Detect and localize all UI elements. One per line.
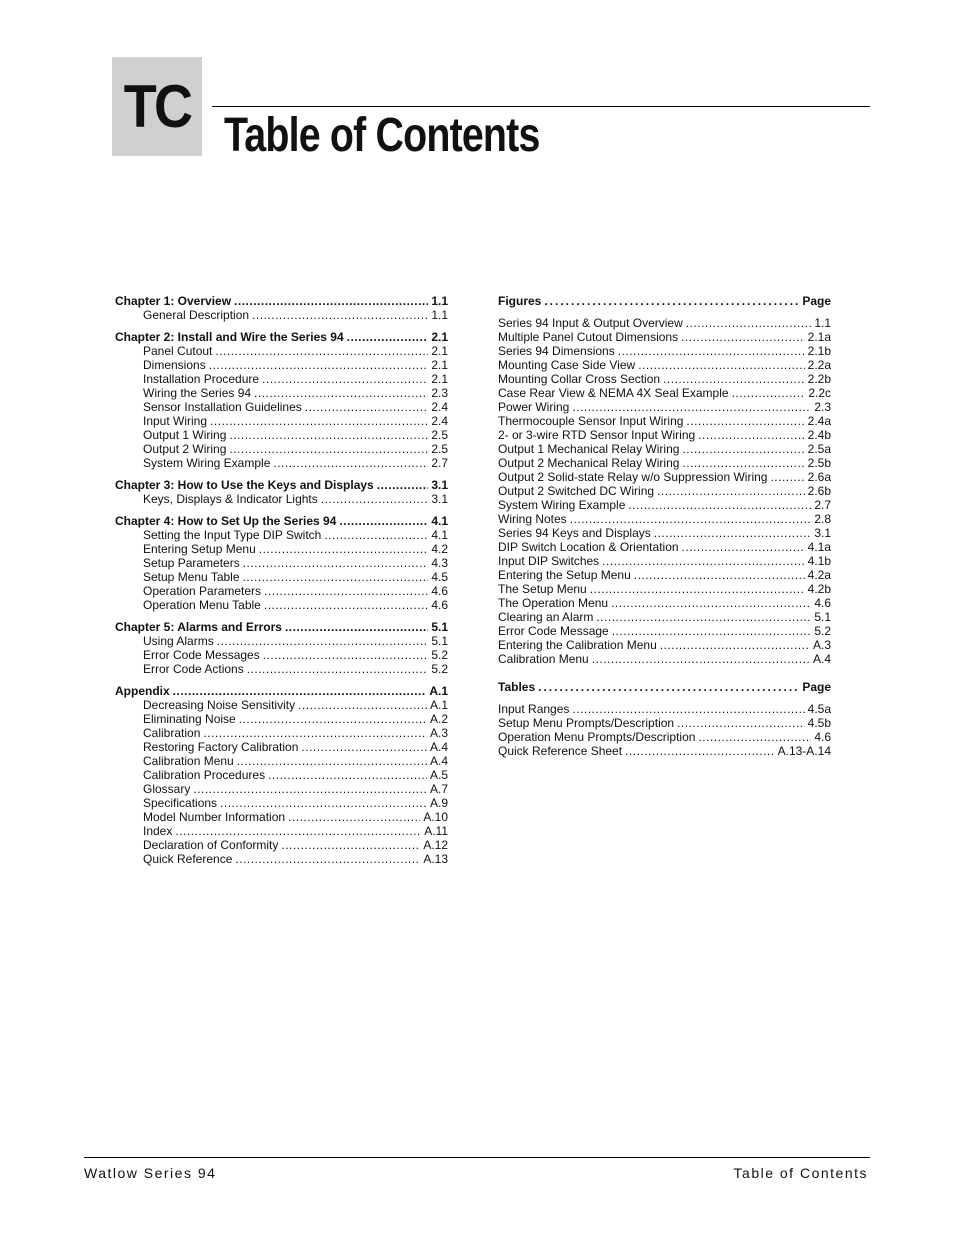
tables-page-heading: Page [802,680,831,694]
figure-entry-row[interactable] [498,484,831,498]
toc-entry-label: Output 2 Mechanical Relay Wiring [498,456,680,470]
toc-entry-page: A.7 [429,782,448,796]
leader-dots [264,584,428,598]
toc-entry-label: Case Rear View & NEMA 4X Seal Example [498,386,729,400]
toc-entry-page: 4.5 [431,570,448,584]
figure-entry-row[interactable] [498,442,831,456]
toc-entry-label: Entering Setup Menu [143,542,256,556]
toc-entry-label: Error Code Message [498,624,609,638]
toc-entry-page: 4.1a [807,540,831,554]
toc-entry-label: Input Ranges [498,702,570,716]
toc-entry-label: Calibration Procedures [143,768,266,782]
leader-dots [590,582,805,596]
toc-entry-page: 4.6 [431,584,448,598]
toc-entry-label: Setup Menu Prompts/Description [498,716,675,730]
toc-entry-row[interactable] [115,308,448,322]
figure-entry-row[interactable] [498,568,831,582]
toc-entry-page: 5.2 [431,648,448,662]
toc-entry-row[interactable] [115,712,448,726]
leader-dots [193,782,427,796]
toc-entry-label: Operation Menu Table [143,598,261,612]
toc-entry-label: Error Code Messages [143,648,260,662]
toc-entry-row[interactable] [115,358,448,372]
leader-dots [618,344,805,358]
toc-entry-page: 2.2a [807,358,831,372]
toc-entry-label: Keys, Displays & Indicator Lights [143,492,318,506]
leader-dots [229,428,428,442]
toc-entry-row[interactable] [115,556,448,570]
toc-entry-label: System Wiring Example [143,456,271,470]
toc-entry-row[interactable] [115,662,448,676]
leader-dots [596,610,811,624]
toc-entry-page: 2.5 [431,442,448,456]
toc-entry-label: The Operation Menu [498,596,609,610]
toc-entry-row[interactable] [115,648,448,662]
leader-dots [634,568,805,582]
toc-entry-row[interactable] [115,456,448,470]
toc-entry-label: Output 2 Wiring [143,442,227,456]
chapter-heading-row[interactable] [115,330,448,344]
toc-entry-row[interactable] [115,386,448,400]
toc-entry-row[interactable] [115,796,448,810]
toc-entry-page: 1.1 [431,294,448,308]
leader-dots [173,684,427,698]
toc-entry-row[interactable] [115,838,448,852]
toc-entry-page: 2.4a [807,414,831,428]
leader-dots [301,740,427,754]
toc-entry-page: 4.5b [807,716,831,730]
leader-dots [572,400,811,414]
toc-entry-label: Operation Menu Prompts/Description [498,730,696,744]
toc-entry-label: Input Wiring [143,414,208,428]
footer-left: Watlow Series 94 [84,1165,217,1181]
leader-dots [217,634,429,648]
chapter-heading-row[interactable] [115,294,448,308]
leader-dots [347,330,429,344]
figures-page-heading: Page [802,294,831,308]
leader-dots [247,662,429,676]
toc-entry-row[interactable] [115,428,448,442]
leader-dots [220,796,427,810]
toc-entry-page: A.1 [429,698,448,712]
toc-entry-page: 4.5a [807,702,831,716]
toc-entry-page: 2.8 [814,512,831,526]
toc-entry-page: A.3 [429,726,448,740]
figure-entry-row[interactable] [498,554,831,568]
leader-dots [263,648,429,662]
leader-dots [288,810,420,824]
toc-entry-label: Calibration [143,726,201,740]
toc-entry-label: Clearing an Alarm [498,610,594,624]
toc-entry-row[interactable] [115,634,448,648]
chapter-group [115,620,448,676]
toc-entry-row[interactable] [115,768,448,782]
toc-entry-label: DIP Switch Location & Orientation [498,540,679,554]
toc-entry-label: Decreasing Noise Sensitivity [143,698,296,712]
toc-entry-label: Series 94 Dimensions [498,344,615,358]
tc-badge [112,57,202,156]
toc-entry-label: Wiring Notes [498,512,567,526]
leader-dots [262,372,428,386]
toc-entry-label: Chapter 1: Overview [115,294,232,308]
figure-entry-row[interactable] [498,414,831,428]
leader-dots [243,556,429,570]
chapter-heading-row[interactable] [115,478,448,492]
figure-entry-row[interactable] [498,344,831,358]
toc-entry-label: Series 94 Input & Output Overview [498,316,683,330]
leader-dots [252,308,428,322]
toc-entry-page: A.4 [429,754,448,768]
leader-dots [254,386,428,400]
leader-dots [682,456,804,470]
toc-entry-row[interactable] [115,598,448,612]
leader-dots [377,478,429,492]
toc-entry-row[interactable] [115,414,448,428]
leader-dots [660,638,810,652]
leader-dots [237,754,427,768]
toc-entry-label: Chapter 5: Alarms and Errors [115,620,282,634]
figure-entry-row[interactable] [498,316,831,330]
leader-dots [259,542,429,556]
toc-entry-page: 4.6 [814,596,831,610]
figures-heading-row [498,294,831,308]
toc-entry-page: 4.1 [431,514,448,528]
toc-entry-page: 4.2a [807,568,831,582]
leader-dots [210,414,428,428]
leader-dots [339,514,428,528]
toc-entry-label: Entering the Calibration Menu [498,638,657,652]
leader-dots [235,852,420,866]
toc-entry-page: 5.1 [814,610,831,624]
toc-entry-label: Operation Parameters [143,584,262,598]
toc-entry-row[interactable] [115,492,448,506]
toc-entry-label: General Description [143,308,250,322]
figure-entry-row[interactable] [498,624,831,638]
header-rule [212,106,870,107]
toc-entry-page: 4.1 [431,528,448,542]
leader-dots [677,716,805,730]
toc-entry-label: Setup Menu Table [143,570,240,584]
leader-dots [770,470,804,484]
chapter-heading-row[interactable] [115,514,448,528]
leader-dots [264,598,428,612]
toc-entry-page: 4.1b [807,554,831,568]
leader-dots [243,570,429,584]
toc-entry-row[interactable] [115,782,448,796]
toc-entry-row[interactable] [115,542,448,556]
toc-entry-label: Dimensions [143,358,206,372]
tables-heading-row [498,680,831,694]
leader-dots [175,824,421,838]
leader-dots [654,526,812,540]
toc-entry-row[interactable] [115,852,448,866]
leader-dots [663,372,805,386]
toc-entry-label: Eliminating Noise [143,712,236,726]
toc-entry-page: 4.3 [431,556,448,570]
leader-dots [698,730,811,744]
toc-entry-page: 2.1 [431,344,448,358]
toc-entry-row[interactable] [115,442,448,456]
toc-entry-label: 2- or 3-wire RTD Sensor Input Wiring [498,428,696,442]
leader-dots [570,512,812,526]
footer-right: Table of Contents [733,1165,868,1181]
toc-entry-row[interactable] [115,754,448,768]
toc-entry-label: Mounting Collar Cross Section [498,372,661,386]
tables-section [498,680,831,758]
toc-entry-page: A.3 [812,638,831,652]
toc-entry-page: 3.1 [431,478,448,492]
toc-entry-page: 2.6a [807,470,831,484]
toc-entry-page: 4.6 [431,598,448,612]
toc-entry-label: Error Code Actions [143,662,244,676]
figure-entry-row[interactable] [498,512,831,526]
toc-entry-page: 2.1b [807,344,831,358]
toc-entry-row[interactable] [115,584,448,598]
toc-entry-label: Output 1 Wiring [143,428,227,442]
toc-entry-row[interactable] [115,740,448,754]
toc-entry-row[interactable] [115,372,448,386]
table-entry-row[interactable] [498,702,831,716]
figure-entry-row[interactable] [498,470,831,484]
figure-entry-row[interactable] [498,428,831,442]
toc-entry-label: Calibration Menu [498,652,589,666]
leader-dots [281,838,420,852]
figure-entry-row[interactable] [498,498,831,512]
toc-entry-label: Power Wiring [498,400,570,414]
figure-entry-row[interactable] [498,400,831,414]
toc-entry-label: Appendix [115,684,170,698]
toc-entry-label: Mounting Case Side View [498,358,636,372]
figure-entry-row[interactable] [498,540,831,554]
toc-entry-page: 2.2b [807,372,831,386]
toc-entry-page: A.4 [812,652,831,666]
toc-entry-label: Chapter 2: Install and Wire the Series 94 [115,330,344,344]
toc-entry-page: 3.1 [814,526,831,540]
toc-entry-page: 2.1 [431,358,448,372]
toc-entry-label: Calibration Menu [143,754,234,768]
leader-dots [638,358,804,372]
leader-dots [285,620,428,634]
toc-entry-row[interactable] [115,726,448,740]
chapter-group [115,514,448,612]
table-entry-row[interactable] [498,744,831,758]
leader-dots [611,596,811,610]
toc-entry-page: 4.2 [431,542,448,556]
leader-dots [682,442,804,456]
figures-list [498,316,831,666]
toc-entry-page: 2.7 [814,498,831,512]
toc-entry-page: 2.5 [431,428,448,442]
toc-entry-row[interactable] [115,400,448,414]
chapter-group [115,330,448,470]
toc-entry-page: 2.1 [431,330,448,344]
toc-entry-label: Installation Procedure [143,372,260,386]
leader-dots [324,528,428,542]
leader-dots [273,456,428,470]
toc-entry-label: Setup Parameters [143,556,240,570]
toc-entry-page: 4.2b [807,582,831,596]
leader-dots [572,702,804,716]
leader-dots [209,358,429,372]
toc-entry-label: Declaration of Conformity [143,838,279,852]
chapter-group [115,294,448,322]
toc-entry-label: Output 2 Solid-state Relay w/o Suppression Wiring [498,470,768,484]
toc-entry-row[interactable] [115,344,448,358]
toc-entry-label: The Setup Menu [498,582,587,596]
toc-entry-label: Input DIP Switches [498,554,600,568]
leader-dots [239,712,427,726]
toc-entry-label: Entering the Setup Menu [498,568,631,582]
toc-entry-page: 3.1 [431,492,448,506]
leader-dots [686,414,804,428]
toc-entry-page: A.5 [429,768,448,782]
toc-entry-page: A.13-A.14 [777,744,831,758]
toc-entry-label: Output 1 Mechanical Relay Wiring [498,442,680,456]
leader-dots [625,744,775,758]
leader-dots [229,442,428,456]
figure-entry-row[interactable] [498,330,831,344]
toc-entry-label: Thermocouple Sensor Input Wiring [498,414,684,428]
tables-list [498,702,831,758]
toc-entry-page: 2.1a [807,330,831,344]
toc-entry-page: 2.1 [431,372,448,386]
leader-dots [698,428,804,442]
toc-entry-page: 5.1 [431,620,448,634]
toc-entry-page: 2.2c [808,386,831,400]
figure-entry-row[interactable] [498,596,831,610]
table-entry-row[interactable] [498,730,831,744]
toc-entry-label: Sensor Installation Guidelines [143,400,302,414]
chapter-group [115,684,448,866]
toc-entry-page: A.1 [429,684,448,698]
figures-heading: Figures [498,294,542,308]
toc-entry-label: Using Alarms [143,634,214,648]
toc-entry-page: 2.5b [807,456,831,470]
leader-dots [592,652,810,666]
chapters-column [115,294,448,874]
toc-entry-page: A.10 [423,810,448,824]
leader-dots [538,680,799,694]
toc-entry-page: A.13 [423,852,448,866]
figure-entry-row[interactable] [498,638,831,652]
figure-entry-row[interactable] [498,610,831,624]
page-title: Table of Contents [224,109,540,162]
leader-dots [321,492,429,506]
toc-entry-page: 2.5a [807,442,831,456]
figure-entry-row[interactable] [498,372,831,386]
footer-rule [84,1157,870,1158]
figure-entry-row[interactable] [498,456,831,470]
figures-section [498,294,831,666]
toc-entry-page: 2.7 [431,456,448,470]
toc-entry-page: 2.3 [814,400,831,414]
toc-entry-row[interactable] [115,698,448,712]
leader-dots [686,316,812,330]
leader-dots [268,768,427,782]
toc-entry-label: Multiple Panel Cutout Dimensions [498,330,679,344]
chapter-group [115,478,448,506]
toc-entry-page: 5.1 [431,634,448,648]
toc-entry-page: A.4 [429,740,448,754]
toc-entry-page: 5.2 [814,624,831,638]
toc-entry-page: 2.6b [807,484,831,498]
toc-entry-page: A.12 [423,838,448,852]
leader-dots [234,294,428,308]
tc-badge-text: TC [123,73,191,140]
toc-entry-label: Output 2 Switched DC Wiring [498,484,655,498]
leader-dots [203,726,427,740]
toc-entry-label: Quick Reference Sheet [498,744,623,758]
chapter-heading-row[interactable] [115,684,448,698]
leader-dots [657,484,805,498]
figure-entry-row[interactable] [498,582,831,596]
toc-entry-row[interactable] [115,570,448,584]
leader-dots [305,400,429,414]
figure-entry-row[interactable] [498,526,831,540]
leader-dots [298,698,427,712]
toc-entry-page: 1.1 [814,316,831,330]
leader-dots [682,540,805,554]
toc-entry-page: 1.1 [431,308,448,322]
toc-entry-row[interactable] [115,810,448,824]
toc-entry-page: 2.4 [431,400,448,414]
leader-dots [681,330,805,344]
toc-entry-page: A.2 [429,712,448,726]
toc-entry-page: 2.4b [807,428,831,442]
toc-entry-label: Restoring Factory Calibration [143,740,299,754]
toc-entry-label: Chapter 3: How to Use the Keys and Displays [115,478,374,492]
chapter-heading-row[interactable] [115,620,448,634]
leader-dots [628,498,811,512]
toc-entry-label: Index [143,824,173,838]
toc-entry-page: A.9 [429,796,448,810]
tables-heading: Tables [498,680,536,694]
leader-dots [215,344,428,358]
toc-entry-label: System Wiring Example [498,498,626,512]
toc-entry-label: Quick Reference [143,852,233,866]
leader-dots [732,386,806,400]
toc-entry-row[interactable] [115,528,448,542]
toc-entry-label: Glossary [143,782,191,796]
toc-entry-row[interactable] [115,824,448,838]
toc-entry-page: 5.2 [431,662,448,676]
figure-entry-row[interactable] [498,386,831,400]
toc-entry-label: Panel Cutout [143,344,213,358]
figures-tables-column [498,294,831,772]
table-entry-row[interactable] [498,716,831,730]
toc-entry-page: 2.3 [431,386,448,400]
leader-dots [612,624,812,638]
toc-entry-label: Chapter 4: How to Set Up the Series 94 [115,514,337,528]
leader-dots [602,554,804,568]
leader-dots [544,294,799,308]
toc-entry-page: A.11 [424,824,448,838]
toc-entry-label: Model Number Information [143,810,286,824]
figure-entry-row[interactable] [498,358,831,372]
toc-entry-label: Specifications [143,796,218,810]
toc-entry-page: 2.4 [431,414,448,428]
toc-entry-label: Series 94 Keys and Displays [498,526,651,540]
figure-entry-row[interactable] [498,652,831,666]
toc-entry-label: Setting the Input Type DIP Switch [143,528,322,542]
toc-entry-page: 4.6 [814,730,831,744]
toc-entry-label: Wiring the Series 94 [143,386,252,400]
